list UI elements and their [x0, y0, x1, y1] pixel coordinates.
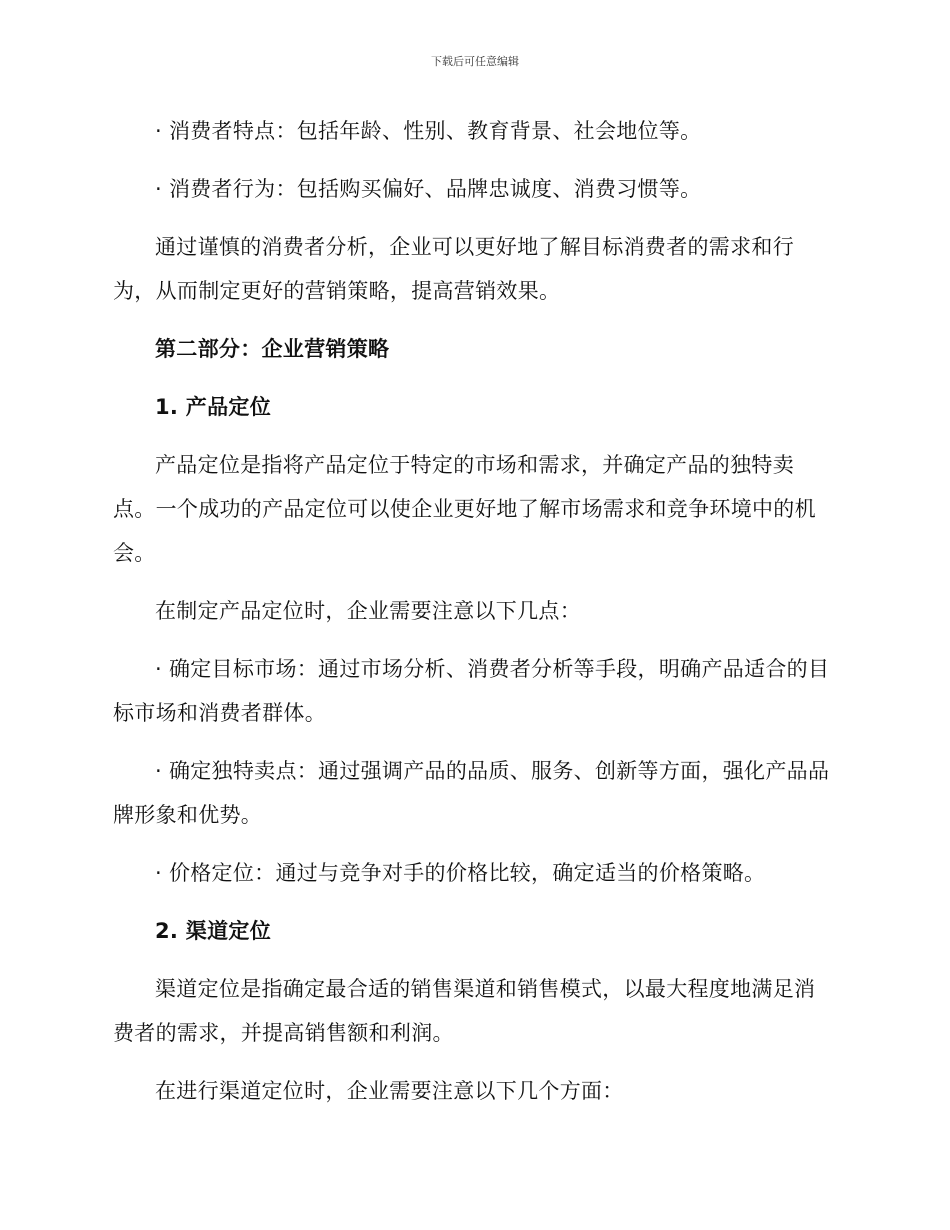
paragraph-product-positioning: 产品定位是指将产品定位于特定的市场和需求，并确定产品的独特卖点。一个成功的产品定位可以使企业更好地了解市场需求和竞争环境中的机会。: [113, 453, 816, 565]
bullet-consumer-traits: · 消费者特点：包括年龄、性别、教育背景、社会地位等。: [155, 119, 702, 143]
bullet-unique-selling-point: · 确定独特卖点：通过强调产品的品质、服务、创新等方面，强化产品品牌形象和优势。: [113, 759, 830, 827]
page-header: 下载后可任意编辑: [431, 55, 519, 68]
section-heading-part-two: 第二部分：企业营销策略: [155, 337, 390, 361]
paragraph-channel-notes-intro: 在进行渠道定位时，企业需要注意以下几个方面：: [155, 1079, 624, 1103]
paragraph-consumer-analysis: 通过谨慎的消费者分析，企业可以更好地了解目标消费者的需求和行为，从而制定更好的营销策略，提高营销效果。: [113, 235, 794, 303]
subheading-channel-positioning: 2. 渠道定位: [155, 919, 271, 943]
bullet-price-positioning: · 价格定位：通过与竞争对手的价格比较，确定适当的价格策略。: [155, 861, 766, 885]
paragraph-product-notes-intro: 在制定产品定位时，企业需要注意以下几点：: [155, 599, 581, 623]
document-body: [113, 109, 833, 1127]
subheading-product-positioning: 1. 产品定位: [155, 395, 271, 419]
bullet-consumer-behavior: · 消费者行为：包括购买偏好、品牌忠诚度、消费习惯等。: [155, 177, 702, 201]
paragraph-channel-positioning: 渠道定位是指确定最合适的销售渠道和销售模式，以最大程度地满足消费者的需求，并提高销售额和利润。: [113, 977, 816, 1045]
bullet-target-market: · 确定目标市场：通过市场分析、消费者分析等手段，明确产品适合的目标市场和消费者群体。: [113, 657, 830, 725]
